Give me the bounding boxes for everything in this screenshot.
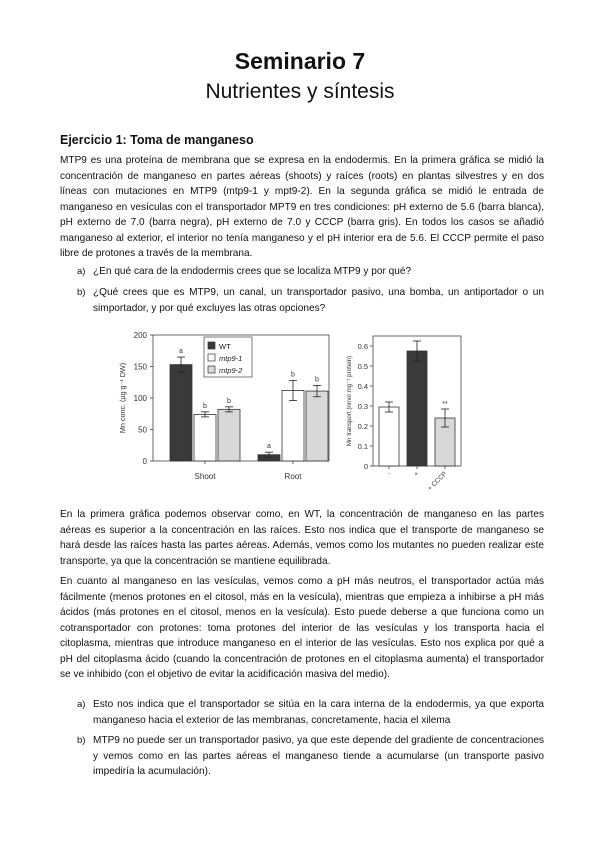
y-tick-label: 0.5 bbox=[357, 362, 368, 371]
page-subtitle: Nutrientes y síntesis bbox=[205, 80, 395, 103]
significance-letter: b bbox=[227, 397, 231, 405]
answer-b-text: MTP9 no puede ser un transportador pasivo, ya que este depende del gradiente de concentraciones y vemos como en las partes aéreas el manganeso tiende a acumularse (un transporte pasivo impediría la acumulación). bbox=[93, 735, 544, 777]
answer-b-label: b) bbox=[77, 735, 86, 746]
significance-mark: ** bbox=[442, 401, 448, 408]
x-category-label: + bbox=[412, 470, 421, 479]
y-tick-label: 0.2 bbox=[357, 422, 368, 431]
bar-mtp9-1 bbox=[194, 414, 216, 461]
page-title: Seminario 7 bbox=[234, 48, 366, 74]
y-tick-label: 0 bbox=[142, 457, 147, 466]
exercise-heading: Ejercicio 1: Toma de manganeso bbox=[60, 133, 254, 147]
x-category-label: - bbox=[385, 470, 393, 477]
question-b-label: b) bbox=[77, 287, 86, 298]
answer-paragraph-1: En la primera gráfica podemos observar como, en WT, la concentración de manganeso en las partes aéreas es superior a la concentración en las raíces. Esto nos indica que el transporte de manganeso se hará desde las raíces hasta las partes aéreas. Además, vemos como los mutantes no pueden realizar este transporte, ya que la concentración se mantiene equilibrada. bbox=[60, 509, 544, 567]
intro-paragraph: MTP9 es una proteína de membrana que se expresa en la endodermis. En la primera gráfica se midió la concentración de manganeso en partes aéreas (shoots) y raíces (roots) en plantas silvestres y en dos líneas con mutaciones en MTP9 (mtp9-1 y mpt9-2). En la segunda gráfica se midió le entrada de manganeso en vesículas con el transportador MPT9 en tres condiciones: pH externo de 5.6 (barra blanca), pH externo de 7.0 (barra negra), pH externo de 7.0 y CCCP (barra gris). En todos los casos se añadió manganeso al exterior, el interior no tenía manganeso y el pH interior era de 5.6. El CCCP permite el paso libre de protones a través de la membrana. bbox=[60, 155, 544, 259]
y-tick-label: 0.1 bbox=[357, 442, 368, 451]
legend-swatch bbox=[208, 342, 215, 349]
significance-letter: b bbox=[291, 371, 295, 379]
bar-mtp9-1 bbox=[282, 390, 304, 461]
mn-transport-chart bbox=[345, 330, 465, 502]
y-tick-label: 200 bbox=[133, 331, 147, 340]
bar-mtp9-2 bbox=[218, 409, 240, 461]
y-tick-label: 150 bbox=[133, 362, 147, 372]
question-a-text: ¿En qué cara de la endodermis crees que se localiza MTP9 y por qué? bbox=[93, 266, 412, 277]
question-a-label: a) bbox=[77, 266, 86, 277]
question-b-text: ¿Qué crees que es MTP9, un canal, un transportador pasivo, una bomba, un antiportador o un simportador, y por qué excluyes las otras opciones? bbox=[93, 287, 544, 314]
legend-label: mtp9-1 bbox=[219, 354, 243, 363]
legend-swatch bbox=[208, 366, 215, 373]
bar-wt bbox=[170, 365, 192, 461]
y-axis-label: Mn transport (nmol mg⁻¹ protein) bbox=[346, 355, 353, 447]
answer-a-text: Esto nos indica que el transportador se sitúa en la cara interna de la endodermis, ya que exporta manganeso hacia el exterior de las membranas, concretamente, hacia el xilema bbox=[93, 699, 544, 726]
significance-letter: b bbox=[203, 402, 207, 410]
x-category-label: + CCCP bbox=[426, 470, 449, 493]
mn-concentration-chart bbox=[113, 325, 345, 497]
y-tick-label: 0.6 bbox=[357, 342, 368, 351]
answer-a-label: a) bbox=[77, 699, 86, 710]
significance-letter: a bbox=[267, 443, 271, 451]
y-tick-label: 0 bbox=[363, 462, 368, 471]
significance-letter: a bbox=[179, 348, 183, 356]
x-category-label: Root bbox=[284, 472, 302, 481]
y-axis-label: Mn conc. (µg g⁻¹ DW) bbox=[118, 362, 127, 434]
bar-condition bbox=[407, 351, 427, 466]
legend-swatch bbox=[208, 354, 215, 361]
answer-paragraph-2: En cuanto al manganeso en las vesículas, vemos como a pH más neutros, el transportador actúa más fácilmente (menos protones en el citosol, más en la vesícula), mientras que empieza a inhibirse a pH más ácidos (más protones en el citosol, menos en la vesícula). Esto puede deberse a que funciona como un cotransportador con protones: toma protones del interior de las vesículas y los transporta hacia el citoplasma, mientras que introduce manganeso en el interior de las vesículas. Esto nos explica por qué a pH del citoplasma ácido (cuando la concentración de protones en el citoplasma aumenta) el transportador se ve inhibido (con el objetivo de evitar la acidificación masiva del medio). bbox=[60, 576, 544, 680]
legend-label: mtp9-2 bbox=[219, 366, 243, 375]
y-tick-label: 50 bbox=[138, 425, 147, 435]
x-category-label: Shoot bbox=[194, 472, 216, 481]
y-tick-label: 0.4 bbox=[357, 382, 368, 391]
y-tick-label: 0.3 bbox=[357, 402, 368, 411]
bar-mtp9-2 bbox=[306, 391, 328, 461]
significance-letter: b bbox=[315, 376, 319, 384]
bar-condition bbox=[379, 407, 399, 466]
y-tick-label: 100 bbox=[133, 394, 147, 403]
legend-label: WT bbox=[219, 342, 231, 351]
